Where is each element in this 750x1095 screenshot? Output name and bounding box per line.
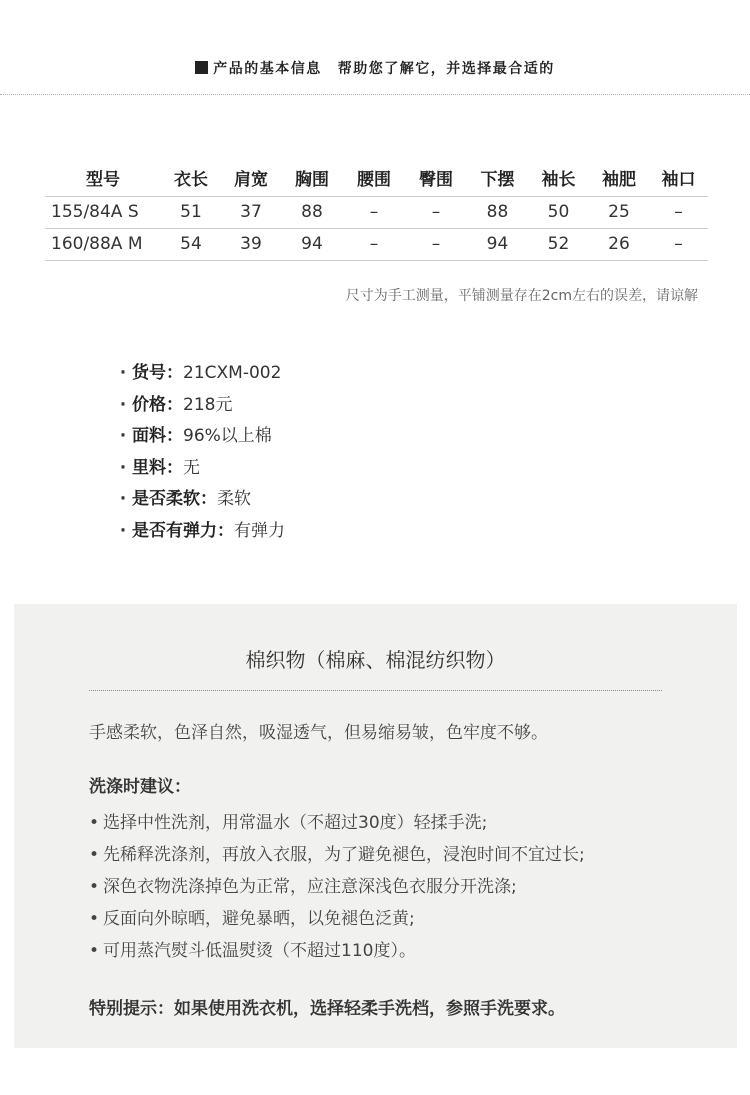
table-cell: 51 — [161, 196, 221, 228]
column-header: 袖肥 — [589, 160, 649, 196]
table-cell: 160/88A M — [45, 228, 161, 260]
info-value: 218元 — [183, 394, 233, 415]
column-header: 臀围 — [405, 160, 467, 196]
info-item-sku: · 货号：21CXM-002 — [119, 363, 282, 383]
header-divider — [0, 94, 750, 95]
table-cell: 88 — [467, 196, 528, 228]
care-item-text: 深色衣物洗涤掉色为正常，应注意深浅色衣服分开洗涤; — [103, 877, 517, 897]
special-tip: 特别提示：如果使用洗衣机，选择轻柔手洗档，参照手洗要求。 — [89, 999, 565, 1019]
table-cell: 54 — [161, 228, 221, 260]
info-value: 无 — [183, 457, 200, 478]
info-value: 有弹力 — [234, 520, 285, 541]
column-header: 型号 — [45, 160, 161, 196]
header-subtitle: 帮助您了解它，并选择最合适的 — [337, 61, 555, 77]
info-label: 价格： — [132, 394, 183, 415]
info-label: 是否有弹力： — [132, 520, 234, 541]
table-cell: 39 — [221, 228, 281, 260]
size-table — [45, 160, 708, 261]
info-item-lining: · 里料：无 — [119, 457, 200, 478]
info-item-price: · 价格：218元 — [119, 394, 233, 415]
list-item: • 选择中性洗剂，用常温水（不超过30度）轻揉手洗; — [89, 813, 488, 833]
care-subtitle: 洗涤时建议： — [89, 777, 191, 797]
list-item: • 深色衣物洗涤掉色为正常，应注意深浅色衣服分开洗涤; — [89, 877, 517, 897]
care-divider — [89, 690, 662, 691]
info-value: 21CXM-002 — [183, 363, 282, 383]
table-cell: – — [343, 228, 405, 260]
product-info-list — [114, 361, 285, 551]
table-cell: 88 — [281, 196, 343, 228]
section-header — [0, 58, 750, 84]
info-label: 里料： — [132, 457, 183, 478]
column-header: 胸围 — [281, 160, 343, 196]
info-item-softness: · 是否柔软：柔软 — [119, 489, 251, 510]
list-item: • 先稀释洗涤剂，再放入衣服，为了避免褪色，浸泡时间不宜过长; — [89, 845, 585, 865]
column-header: 下摆 — [467, 160, 528, 196]
table-row — [45, 196, 708, 228]
measurement-note: 尺寸为手工测量，平铺测量存在2cm左右的误差，请谅解 — [345, 288, 698, 304]
list-item: • 可用蒸汽熨斗低温熨烫（不超过110度）。 — [89, 941, 416, 961]
table-cell: 52 — [528, 228, 589, 260]
column-header: 腰围 — [343, 160, 405, 196]
header-title: 产品的基本信息 — [213, 61, 322, 77]
care-description: 手感柔软，色泽自然，吸湿透气，但易缩易皱，色牢度不够。 — [89, 723, 548, 743]
table-cell: – — [343, 196, 405, 228]
column-header: 袖长 — [528, 160, 589, 196]
square-icon — [195, 61, 208, 74]
table-cell: 50 — [528, 196, 589, 228]
info-value: 柔软 — [217, 489, 251, 510]
info-label: 面料： — [132, 426, 183, 447]
column-header: 肩宽 — [221, 160, 281, 196]
table-cell: 37 — [221, 196, 281, 228]
table-cell: – — [649, 196, 708, 228]
care-item-text: 选择中性洗剂，用常温水（不超过30度）轻揉手洗; — [103, 813, 488, 833]
care-title: 棉织物（棉麻、棉混纺织物） — [245, 648, 506, 672]
info-label: 货号： — [132, 363, 183, 383]
table-header-row — [45, 160, 708, 196]
table-cell: – — [405, 228, 467, 260]
info-label: 是否柔软： — [132, 489, 217, 510]
table-cell: 155/84A S — [45, 196, 161, 228]
column-header: 袖口 — [649, 160, 708, 196]
table-cell: 94 — [467, 228, 528, 260]
info-item-fabric: · 面料：96%以上棉 — [119, 426, 272, 447]
table-cell: – — [649, 228, 708, 260]
table-row — [45, 228, 708, 260]
column-header: 衣长 — [161, 160, 221, 196]
table-cell: 26 — [589, 228, 649, 260]
table-cell: – — [405, 196, 467, 228]
table-cell: 94 — [281, 228, 343, 260]
care-item-text: 可用蒸汽熨斗低温熨烫（不超过110度）。 — [103, 941, 416, 961]
care-item-text: 先稀释洗涤剂，再放入衣服，为了避免褪色，浸泡时间不宜过长; — [103, 845, 585, 865]
care-instructions-panel — [14, 604, 737, 1048]
list-item: • 反面向外晾晒，避免暴晒，以免褪色泛黄; — [89, 909, 415, 929]
info-value: 96%以上棉 — [183, 426, 272, 447]
table-cell: 25 — [589, 196, 649, 228]
care-list — [89, 811, 585, 971]
care-item-text: 反面向外晾晒，避免暴晒，以免褪色泛黄; — [103, 909, 415, 929]
info-item-elasticity: · 是否有弹力：有弹力 — [119, 520, 285, 541]
